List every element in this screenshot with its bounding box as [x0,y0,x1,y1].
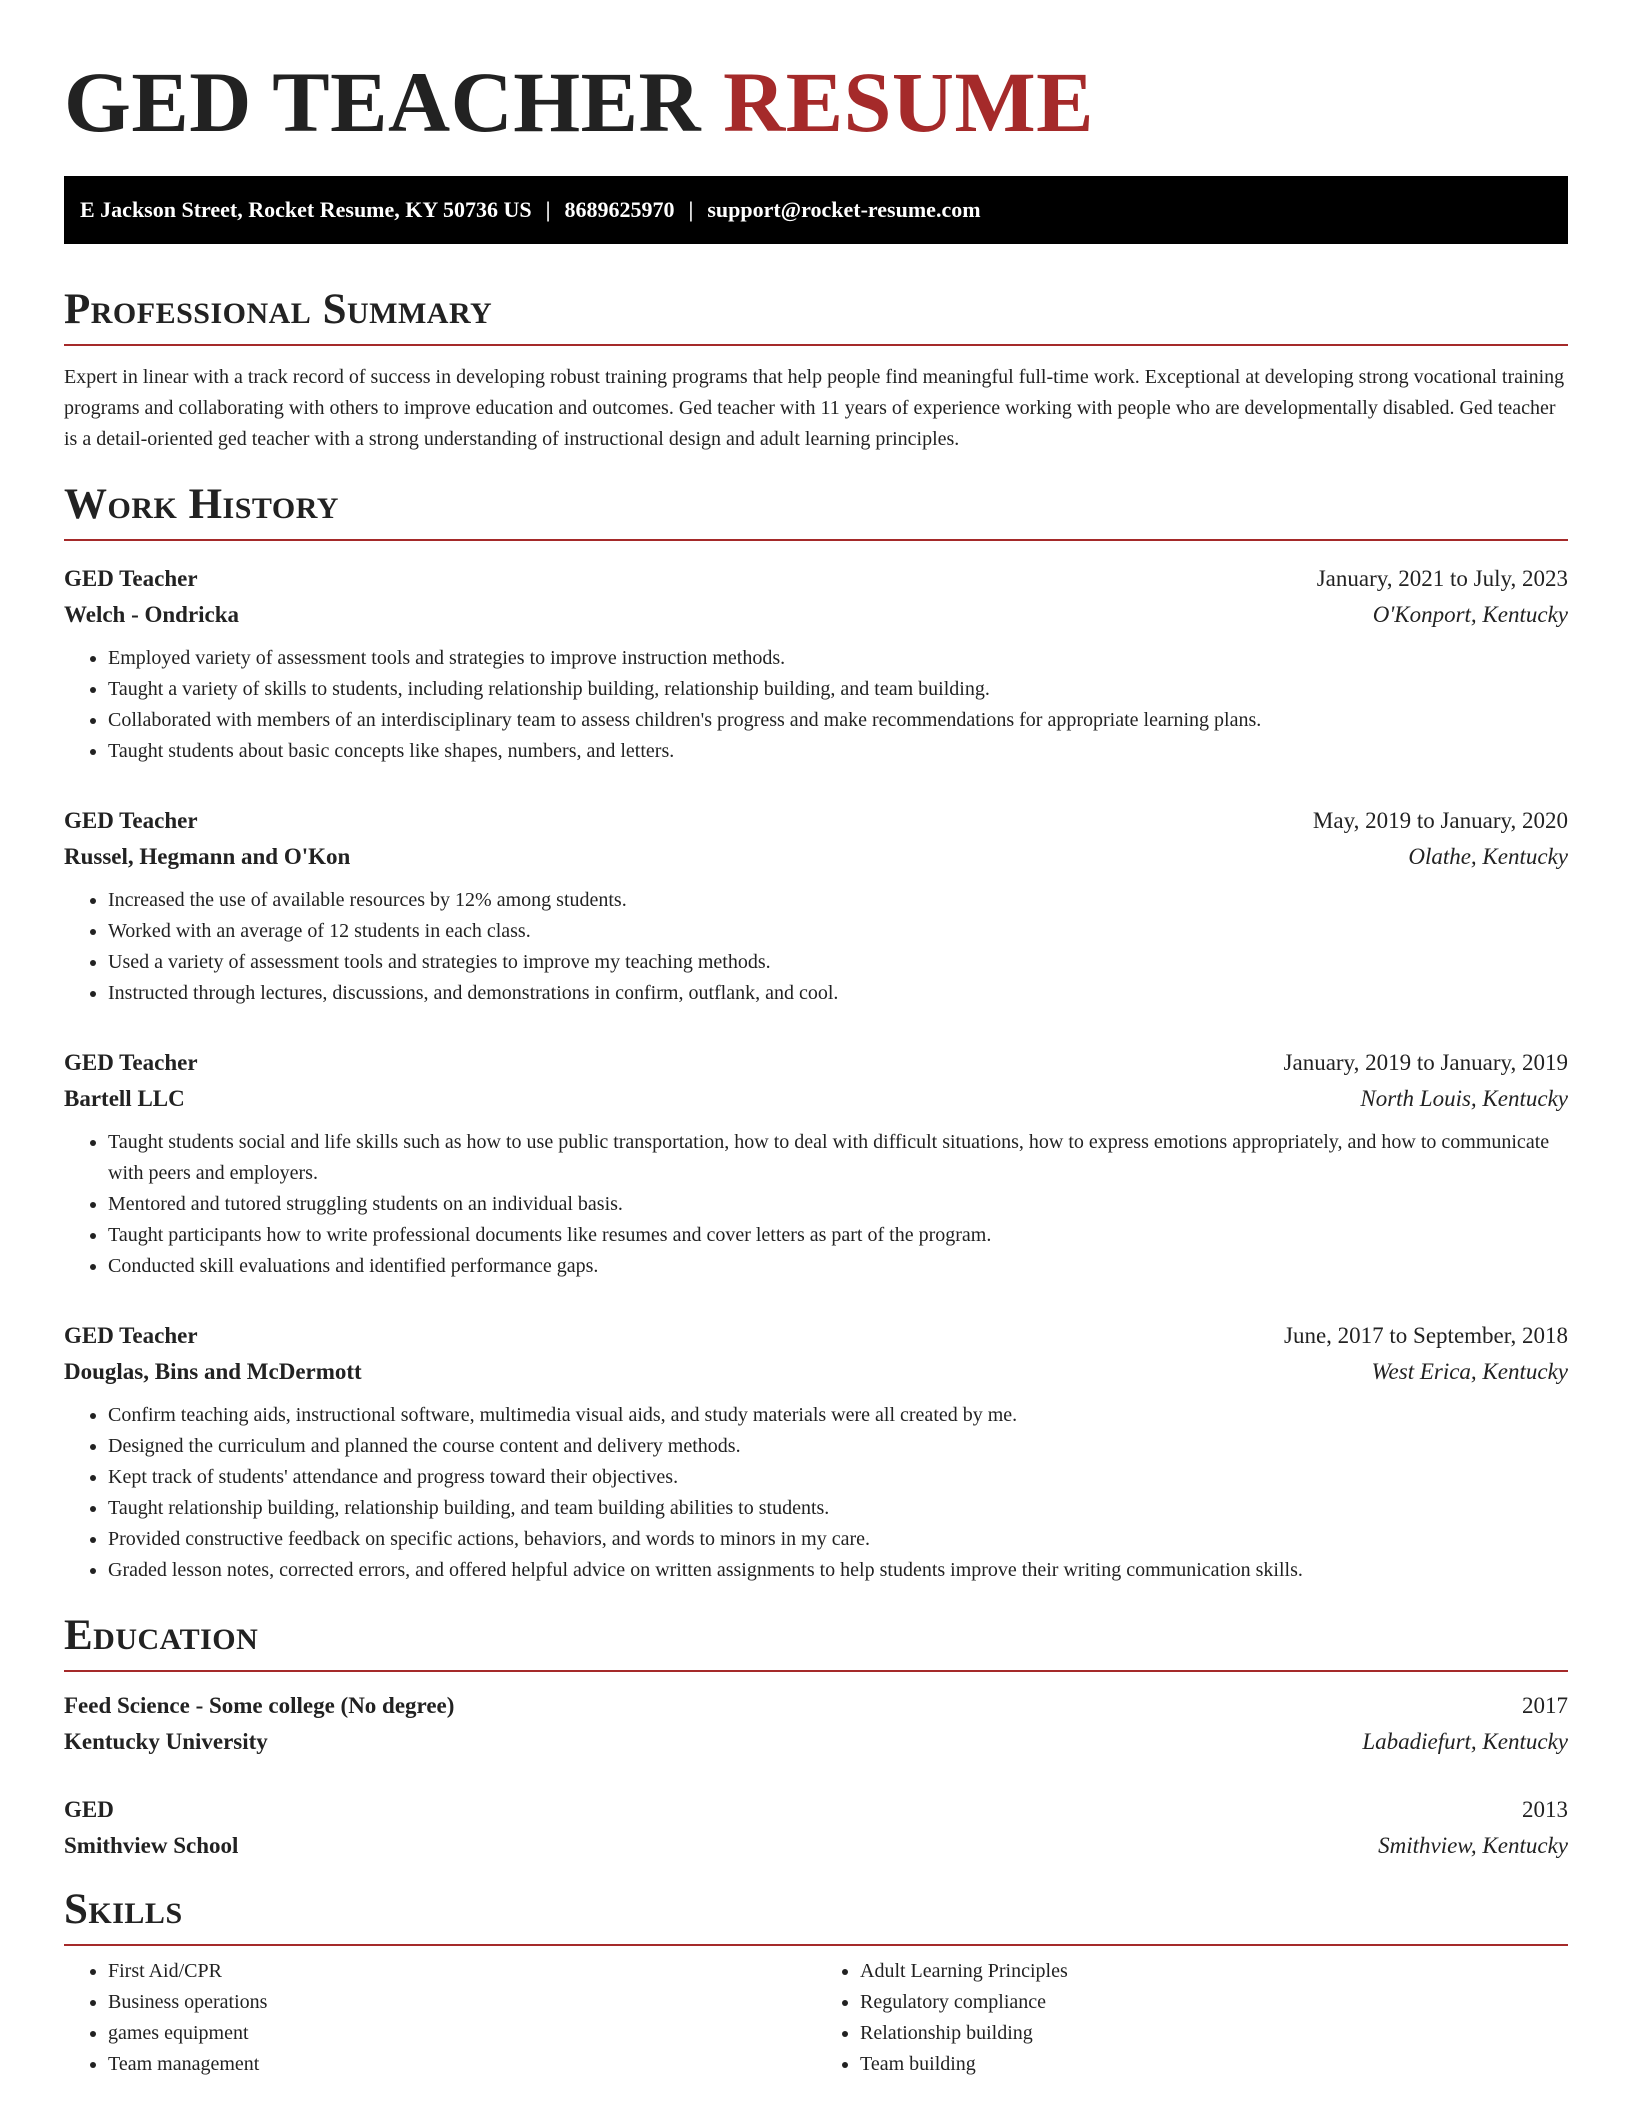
education-school: Kentucky University [64,1729,268,1754]
education-year: 2013 [1522,1797,1568,1822]
job-bullet: • Collaborated with members of an interdisciplinary team to assess children's progress and make recommendations for appropriate learning plans. [108,705,1568,736]
job-bullet: • Designed the curriculum and planned the course content and delivery methods. [108,1431,1568,1462]
education-degree: Feed Science - Some college (No degree) [64,1693,455,1718]
job-bullets [64,643,1568,767]
job-bullet: • Conducted skill evaluations and identified performance gaps. [108,1251,1568,1282]
contact-address: E Jackson Street, Rocket Resume, KY 50736 US [80,197,532,222]
job-dates: May, 2019 to January, 2020 [1312,808,1568,833]
job-bullets [64,1400,1568,1586]
skill-item: • Team building [860,2049,1568,2080]
job-title: GED Teacher [64,566,198,591]
job-title: GED Teacher [64,1323,198,1348]
job-bullet: • Kept track of students' attendance and progress toward their objectives. [108,1462,1568,1493]
education-heading: Education [64,1610,1568,1672]
title-main: GED TEACHER [64,54,702,150]
contact-email: support@rocket-resume.com [707,197,981,222]
job-location: Olathe, Kentucky [1408,844,1568,869]
skill-item: • Adult Learning Principles [860,1956,1568,1987]
work-history-heading: Work History [64,479,1568,541]
skill-item: • Regulatory compliance [860,1987,1568,2018]
job-bullet: • Provided constructive feedback on specific actions, behaviors, and words to minors in my care. [108,1524,1568,1555]
skills-heading: Skills [64,1884,1568,1946]
job-entry [64,803,1568,1009]
job-dates: June, 2017 to September, 2018 [1284,1323,1568,1348]
skills-column-right [816,1956,1568,2080]
job-entry [64,561,1568,767]
title-accent: RESUME [723,54,1095,150]
job-bullet: • Taught participants how to write professional documents like resumes and cover letters as part of the program. [108,1220,1568,1251]
job-bullet: • Mentored and tutored struggling students on an individual basis. [108,1189,1568,1220]
job-company: Welch - Ondricka [64,602,240,627]
job-company: Douglas, Bins and McDermott [64,1359,362,1384]
job-bullet: • Employed variety of assessment tools and strategies to improve instruction methods. [108,643,1568,674]
job-entry [64,1045,1568,1282]
job-entry [64,1318,1568,1586]
job-location: North Louis, Kentucky [1360,1086,1568,1111]
job-bullets [64,1127,1568,1282]
job-dates: January, 2021 to July, 2023 [1316,566,1568,591]
job-bullet: • Confirm teaching aids, instructional software, multimedia visual aids, and study materials were all created by me. [108,1400,1568,1431]
job-location: West Erica, Kentucky [1371,1359,1568,1384]
education-degree: GED [64,1797,114,1822]
job-bullet: • Instructed through lectures, discussions, and demonstrations in confirm, outflank, and cool. [108,978,1568,1009]
education-entry [64,1792,1568,1864]
skills-list [64,1956,1568,2080]
education-location: Labadiefurt, Kentucky [1362,1729,1568,1754]
contact-bar [64,176,1568,244]
summary-text: Expert in linear with a track record of success in developing robust training programs that help people find meaningful full-time work. Exceptional at developing strong vocational training programs and collaborating with others to improve education and outcomes. Ged teacher with 11 years of experience working with people who are developmentally disabled. Ged teacher is a detail-oriented ged teacher with a strong understanding of instructional design and adult learning principles. [64,366,1565,450]
skills-column-left [64,1956,816,2080]
skill-item: • Business operations [108,1987,816,2018]
job-title: GED Teacher [64,1050,198,1075]
job-bullet: • Taught relationship building, relationship building, and team building abilities to students. [108,1493,1568,1524]
contact-separator: | [688,197,694,222]
skill-item: • games equipment [108,2018,816,2049]
contact-separator: | [545,197,551,222]
job-dates: January, 2019 to January, 2019 [1283,1050,1568,1075]
job-bullet: • Worked with an average of 12 students in each class. [108,916,1568,947]
skill-item: • Team management [108,2049,816,2080]
job-company: Russel, Hegmann and O'Kon [64,844,351,869]
resume-title [64,0,1568,152]
education-school: Smithview School [64,1833,239,1858]
resume-page [64,0,1568,2080]
job-location: O'Konport, Kentucky [1372,602,1568,627]
job-bullet: • Used a variety of assessment tools and strategies to improve my teaching methods. [108,947,1568,978]
job-bullet: • Taught students about basic concepts like shapes, numbers, and letters. [108,736,1568,767]
education-year: 2017 [1522,1693,1568,1718]
job-bullet: • Taught students social and life skills such as how to use public transportation, how to deal with difficult situations, how to express emotions appropriately, and how to communicate with peers and employers. [108,1127,1568,1189]
job-title: GED Teacher [64,808,198,833]
job-bullet: • Increased the use of available resources by 12% among students. [108,885,1568,916]
job-company: Bartell LLC [64,1086,185,1111]
job-bullet: • Taught a variety of skills to students, including relationship building, relationship building, and team building. [108,674,1568,705]
contact-phone: 8689625970 [564,197,675,222]
education-entry [64,1688,1568,1760]
skill-item: • Relationship building [860,2018,1568,2049]
summary-heading: Professional Summary [64,284,1568,346]
education-location: Smithview, Kentucky [1378,1833,1568,1858]
job-bullet: • Graded lesson notes, corrected errors, and offered helpful advice on written assignments to help students improve their writing communication skills. [108,1555,1568,1586]
job-bullets [64,885,1568,1009]
skill-item: • First Aid/CPR [108,1956,816,1987]
